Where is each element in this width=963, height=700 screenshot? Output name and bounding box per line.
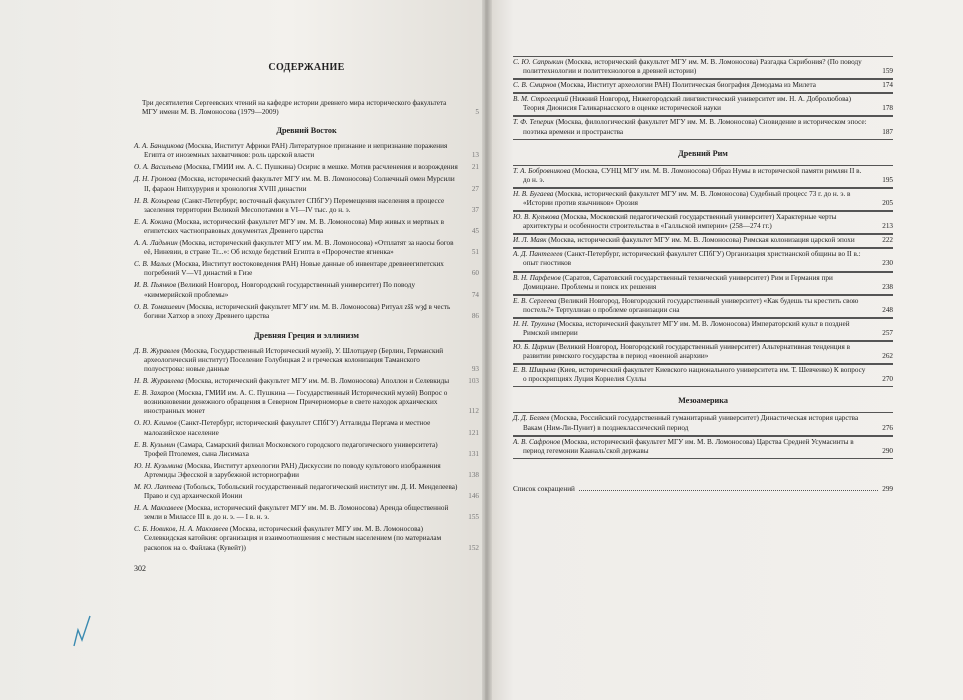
toc-entry xyxy=(134,175,479,194)
toc-entry-title: (Москва, исторический факультет МГУ им. М. В. Ломоносова) Царства Средней Усумасинты в период гегемонии Кааналь'ской державы xyxy=(523,437,854,455)
toc-entry-author: А. А. Банщикова xyxy=(134,142,184,151)
toc-entry-text xyxy=(513,414,867,432)
pen-mark-icon xyxy=(70,610,100,650)
dot-leader xyxy=(579,485,878,491)
toc-entry xyxy=(134,347,479,375)
toc-entry-title: (Москва, исторический факультет МГУ им. М. В. Ломоносова) Ритуал zšš wȝḏ в честь богини Хатхор в эпоху Древнего царства xyxy=(144,302,451,320)
toc-entry-text xyxy=(134,462,461,480)
toc-entry xyxy=(513,412,893,435)
section-heading: Древний Рим xyxy=(678,148,728,158)
toc-entry-title: (Москва, Российский государственный гуманитарный университет) Династическая история царства Вакам (Ним-Ли-Пунит) в позднеклассический период xyxy=(523,414,859,432)
section-heading: Мезоамерика xyxy=(678,396,728,406)
toc-entry-title: (Тобольск, Тобольский государственный педагогический институт им. Д. И. Менделеева) Право и суд архаической Ионии xyxy=(144,483,458,501)
toc-entry-author: Е. В. Сергеева xyxy=(513,296,557,305)
toc-entry-text xyxy=(134,303,461,321)
toc-entry-author: Д. Н. Громова xyxy=(134,175,177,184)
toc-entry-text xyxy=(134,239,461,257)
toc-entry xyxy=(134,389,479,417)
toc-entry-text xyxy=(513,297,867,315)
toc-entry xyxy=(134,419,479,438)
toc-entry xyxy=(513,318,893,341)
toc-entry-text xyxy=(134,260,461,278)
intro-text: Три десятилетия Сергеевских чтений на кафедре истории древнего мира исторического факультета МГУ имени М. В. Ломоносова (1979—2009) xyxy=(142,99,447,117)
toc-entry xyxy=(134,303,479,322)
toc-entry-title: (Киев, исторический факультет Киевского национального университета им. Т. Шевченко) К вопросу о проскрипциях Луция Корнелия Суллы xyxy=(523,366,866,384)
toc-entry-page: 45 xyxy=(471,226,479,235)
toc-entry-title: (Великий Новгород, Новгородский государственный университет) «Как будешь ты крестить свою постель?» Тертуллиан о проблеме организации сна xyxy=(523,296,859,314)
toc-entry-title: (Москва, исторический факультет МГУ им. М. В. Ломоносова) Судебный процесс 73 г. до н. э. в «Истории против язычников» Орозия xyxy=(523,189,851,207)
toc-entry xyxy=(134,441,479,460)
toc-entry-title: (Москва, филологический факультет МГУ им. М. В. Ломоносова) Сновидение в историческом эпосе: поэтика времени и пространства xyxy=(523,118,867,136)
toc-entry-title: (Москва, Институт археологии РАН) Политическая биография Демодама из Милета xyxy=(556,81,816,90)
toc-entry-page: 238 xyxy=(882,282,893,291)
toc-entry-text xyxy=(513,250,867,268)
toc-entry-title: (Москва, Государственный Исторический музей), У. Шлотцауер (Берлин, Германский археологический институт) Поселение Голубицкая 2 и греческая колонизация Таманского полуострова: новые данные xyxy=(144,346,444,373)
toc-entry-author: И. Л. Маяк xyxy=(513,236,547,245)
toc-entry-text xyxy=(513,81,867,90)
toc-title: СОДЕРЖАНИЕ xyxy=(268,62,345,73)
toc-entry-title: (Москва, исторический факультет МГУ им. М. В. Ломоносова) Аполлон и Селевкиды xyxy=(183,377,450,386)
toc-entry-page: 155 xyxy=(468,513,479,522)
toc-entry-author: Н. Н. Трухина xyxy=(513,319,555,328)
toc-entry-text xyxy=(134,281,461,299)
toc-entry-title: (Москва, Московский педагогический государственный университет) Характерные черты архитектуры и особенности строительства в «Галльской империи» (258—274 гг.) xyxy=(523,213,837,231)
toc-entry-author: Т. Ф. Теперик xyxy=(513,118,554,127)
toc-entry-author: Ю. В. Кулькова xyxy=(513,213,560,222)
toc-entry-title: (Москва, ГМИИ им. А. С. Пушкина) Осирис в мешке. Мотив расчленения и возрождения xyxy=(181,163,458,172)
toc-entry-text xyxy=(513,343,867,361)
toc-entry-author: С. Б. Новиков, Н. А. Макхавеев xyxy=(134,525,229,534)
toc-entry-text xyxy=(134,163,461,172)
toc-entry-text xyxy=(513,95,867,113)
toc-entry-page: 257 xyxy=(882,328,893,337)
toc-entry-author: Е. В. Шицына xyxy=(513,366,556,375)
intro-entry xyxy=(134,99,479,117)
toc-entry-page: 159 xyxy=(882,67,893,76)
toc-entry-page: 27 xyxy=(471,184,479,193)
toc-entry-page: 93 xyxy=(471,364,479,373)
toc-entry-page: 138 xyxy=(468,470,479,479)
toc-entry-author: Е. В. Кузьмин xyxy=(134,440,176,449)
toc-entry-page: 152 xyxy=(468,543,479,552)
toc-entry-title: (Москва, исторический факультет МГУ им. М. В. Ломоносова) Разгадка Скрибония? (По поводу политтехнологии и политтехнологов в древней истории) xyxy=(523,58,862,76)
toc-entry-text xyxy=(513,58,867,76)
right-sections xyxy=(513,149,893,459)
toc-entry xyxy=(513,295,893,318)
toc-entry-text xyxy=(134,441,461,459)
toc-entry-page: 131 xyxy=(468,449,479,458)
intro-page: 5 xyxy=(475,108,479,117)
abbreviations-label: Список сокращений xyxy=(513,484,575,493)
toc-entry-author: Ю. Н. Кузьмина xyxy=(134,461,183,470)
toc-entry xyxy=(513,248,893,271)
toc-entry-page: 270 xyxy=(882,375,893,384)
toc-entry-title: (Москва, ГМИИ им. А. С. Пушкина — Государственный Исторический музей) Вопрос о возникновении денежного обращения в Северном Причерноморье в свете находок архаических иностранных монет xyxy=(144,389,448,416)
toc-entry xyxy=(513,234,893,248)
toc-entry-text xyxy=(134,504,461,522)
toc-entry xyxy=(134,504,479,523)
toc-entry-title: (Москва, исторический факультет МГУ им. М. В. Ломоносова) Римская колонизация царской эпохи xyxy=(546,236,855,245)
toc-entry-title: (Москва, исторический факультет МГУ им. М. В. Ломоносова) Селевкидская катойкия: организация и взаимоотношения с местным населением (по материалам раскопок на о. Файлака (Кувейт)) xyxy=(144,525,442,552)
toc-entry-author: Д. Д. Беляев xyxy=(513,414,550,423)
toc-entry xyxy=(513,79,893,93)
toc-entry-text xyxy=(513,213,867,231)
toc-entry-title: (Москва, Институт Африки РАН) Литературное признание и непризнание поражения Египта от иноземных захватчиков: роль царской власти xyxy=(144,142,448,160)
toc-entry-text xyxy=(134,197,461,215)
toc-entry-title: (Москва, исторический факультет МГУ им. М. В. Ломоносова) «Отплатят за наосы богов её, Ниневии, в стране Tr...»: Об исходе бедствий Египта в «Пророчестве ягненка» xyxy=(144,239,454,257)
toc-entry xyxy=(134,239,479,258)
toc-entry-text xyxy=(134,377,461,386)
toc-entry-text xyxy=(134,142,461,160)
toc-entry-title: (Нижний Новгород, Нижегородский лингвистический университет им. Н. А. Добролюбова) Теория Дионисия Галикарнасского в оценке исторической науки xyxy=(523,95,851,113)
toc-entry-title: (Москва, исторический факультет МГУ им. М. В. Ломоносова) Императорский культ в поздней Римской империи xyxy=(523,319,850,337)
toc-entry-author: С. В. Малых xyxy=(134,260,172,269)
left-sections xyxy=(134,126,479,553)
toc-entry-author: Н. А. Макхавеев xyxy=(134,504,183,513)
book-gutter xyxy=(482,0,492,700)
toc-entry-author: В. Н. Парфенов xyxy=(513,273,561,282)
toc-entry xyxy=(513,436,893,459)
toc-entry-author: О. А. Васильева xyxy=(134,163,182,172)
toc-entry-page: 290 xyxy=(882,446,893,455)
toc-entry-page: 74 xyxy=(471,290,479,299)
toc-entry-page: 205 xyxy=(882,198,893,207)
right-top-entries xyxy=(513,56,893,140)
toc-entry-author: А. Д. Пантелеев xyxy=(513,250,563,259)
toc-entry-author: С. В. Смирнов xyxy=(513,81,557,90)
page-folio: 302 xyxy=(134,563,146,573)
toc-entry-author: И. В. Пьянков xyxy=(134,281,176,290)
toc-entry-page: 86 xyxy=(471,311,479,320)
toc-entry-title: (Саратов, Саратовский государственный технический университет) Рим и Германия при Домициане. Проблемы и поиск их решения xyxy=(523,273,833,291)
toc-entry-title: (Москва, исторический факультет МГУ им. М. В. Ломоносова) Аренда общественной земли в Милассе III в. до н. э. — I в. н. э. xyxy=(144,504,449,522)
toc-entry xyxy=(134,377,479,387)
toc-entry-page: 21 xyxy=(471,163,479,172)
toc-entry-page: 174 xyxy=(882,81,893,90)
toc-entry-page: 248 xyxy=(882,305,893,314)
toc-entry-page: 222 xyxy=(882,236,893,245)
abbreviations-entry xyxy=(513,485,893,493)
toc-entry-title: (Самара, Самарский филиал Московского городского педагогического университета) Трофей Птолемея, сына Лисимаха xyxy=(144,440,438,458)
toc-entry-text xyxy=(513,438,867,456)
toc-entry-text xyxy=(134,347,461,374)
toc-entry xyxy=(134,281,479,300)
toc-entry-title: (Москва, Институт археологии РАН) Дискуссии по поводу культового изображения Артемиды Эфесской в зарубежной историографии xyxy=(144,461,441,479)
toc-entry-author: Ю. Б. Циркин xyxy=(513,343,555,352)
toc-entry-author: Н. В. Бугаева xyxy=(513,189,554,198)
toc-entry-text xyxy=(513,190,867,208)
toc-entry xyxy=(134,462,479,481)
toc-entry-author: А. В. Сафронов xyxy=(513,437,560,446)
toc-entry xyxy=(513,188,893,211)
toc-entry-text xyxy=(134,389,461,416)
toc-entry-text xyxy=(513,167,867,185)
toc-entry xyxy=(134,483,479,502)
toc-entry xyxy=(513,341,893,364)
toc-entry xyxy=(134,525,479,553)
toc-entry-page: 146 xyxy=(468,492,479,501)
toc-entry-page: 230 xyxy=(882,259,893,268)
toc-entry-page: 276 xyxy=(882,423,893,432)
toc-entry-title: (Великий Новгород, Новгородский государственный университет) Альтернативная тенденция в развитии римского государства в период «военной анархии» xyxy=(523,343,850,361)
toc-entry-page: 13 xyxy=(471,151,479,160)
toc-entry xyxy=(134,260,479,279)
toc-entry-page: 262 xyxy=(882,352,893,361)
toc-entry-title: (Москва, исторический факультет МГУ им. М. В. Ломоносова) Солнечный омен Мурсили II, фараон Нипхурурия и хронология XVIII династии xyxy=(144,175,455,193)
toc-entry-author: Д. В. Журавлев xyxy=(134,346,180,355)
toc-entry-author: О. В. Томашевич xyxy=(134,302,185,311)
toc-entry-author: Н. В. Козырева xyxy=(134,196,180,205)
toc-entry-page: 213 xyxy=(882,222,893,231)
toc-entry-page: 195 xyxy=(882,175,893,184)
toc-entry-text xyxy=(513,236,867,245)
section-heading: Древняя Греция и эллинизм xyxy=(254,330,359,340)
toc-entry-page: 121 xyxy=(468,428,479,437)
toc-entry xyxy=(134,218,479,237)
toc-entry xyxy=(513,56,893,79)
toc-entry-page: 51 xyxy=(471,248,479,257)
toc-entry-page: 37 xyxy=(471,205,479,214)
toc-entry-page: 187 xyxy=(882,127,893,136)
toc-entry-text xyxy=(513,320,867,338)
toc-entry-author: В. М. Строгецкий xyxy=(513,95,568,104)
toc-entry-page: 60 xyxy=(471,269,479,278)
toc-entry xyxy=(513,93,893,116)
toc-entry-author: С. Ю. Сапрыкин xyxy=(513,58,564,66)
section-heading: Древний Восток xyxy=(276,126,337,136)
toc-entry-author: О. Ю. Климов xyxy=(134,419,177,428)
toc-entry-author: Е. А. Кокина xyxy=(134,217,173,226)
toc-entry xyxy=(513,116,893,139)
toc-entry-author: А. А. Ладынин xyxy=(134,239,178,248)
right-page xyxy=(485,0,963,700)
toc-entry-title: (Москва, Институт востоковедения РАН) Новые данные об инвентаре древнеегипетских погребений V—VI династий в Гизе xyxy=(144,260,444,278)
toc-entry-author: М. Ю. Лаптева xyxy=(134,483,182,491)
toc-entry-text xyxy=(134,419,461,437)
toc-entry-author: Т. А. Бобровникова xyxy=(513,166,571,175)
toc-entry xyxy=(513,272,893,295)
toc-entry xyxy=(134,163,479,173)
toc-entry-title: (Санкт-Петербург, исторический факультет СПбГУ) Организация христианской общины во II в.: опыт гностиков xyxy=(523,250,861,268)
toc-entry-title: (Москва, СУНЦ МГУ им. М. В. Ломоносова) Образ Нумы в исторической памяти римлян II в. до н. э. xyxy=(523,166,862,184)
toc-entry-text xyxy=(134,525,461,552)
toc-entry-title: (Санкт-Петербург, исторический факультет СПбГУ) Атталиды Пергама и местное малоазийское население xyxy=(144,419,431,437)
abbreviations-page: 299 xyxy=(882,484,893,493)
toc-entry-author: Н. В. Журавлева xyxy=(134,377,184,386)
toc-entry-text xyxy=(134,218,461,236)
toc-entry xyxy=(134,197,479,216)
toc-entry-author: Е. В. Захаров xyxy=(134,389,175,398)
toc-entry xyxy=(513,364,893,387)
toc-entry-page: 112 xyxy=(468,407,479,416)
toc-entry xyxy=(134,142,479,161)
toc-entry-title: (Санкт-Петербург, восточный факультет СПбГУ) Перемещения населения в процессе заселения территории Великой Месопотамии в VI—IV тыс. до н. э. xyxy=(144,196,445,214)
toc-entry-page: 103 xyxy=(468,377,479,386)
toc-entry-text xyxy=(513,118,867,136)
toc-entry xyxy=(513,211,893,234)
toc-entry-text xyxy=(134,483,461,501)
toc-entry-title: (Москва, исторический факультет МГУ им. М. В. Ломоносова) Мир живых и мертвых в египетских частноправовых документах Древнего царства xyxy=(144,217,445,235)
toc-entry xyxy=(513,165,893,188)
toc-entry-title: (Великий Новгород, Новгородский государственный университет) По поводу «киммерийской проблемы» xyxy=(144,281,416,299)
toc-entry-text xyxy=(513,366,867,384)
toc-entry-page: 178 xyxy=(882,104,893,113)
toc-entry-text xyxy=(513,274,867,292)
toc-entry-text xyxy=(134,175,461,193)
